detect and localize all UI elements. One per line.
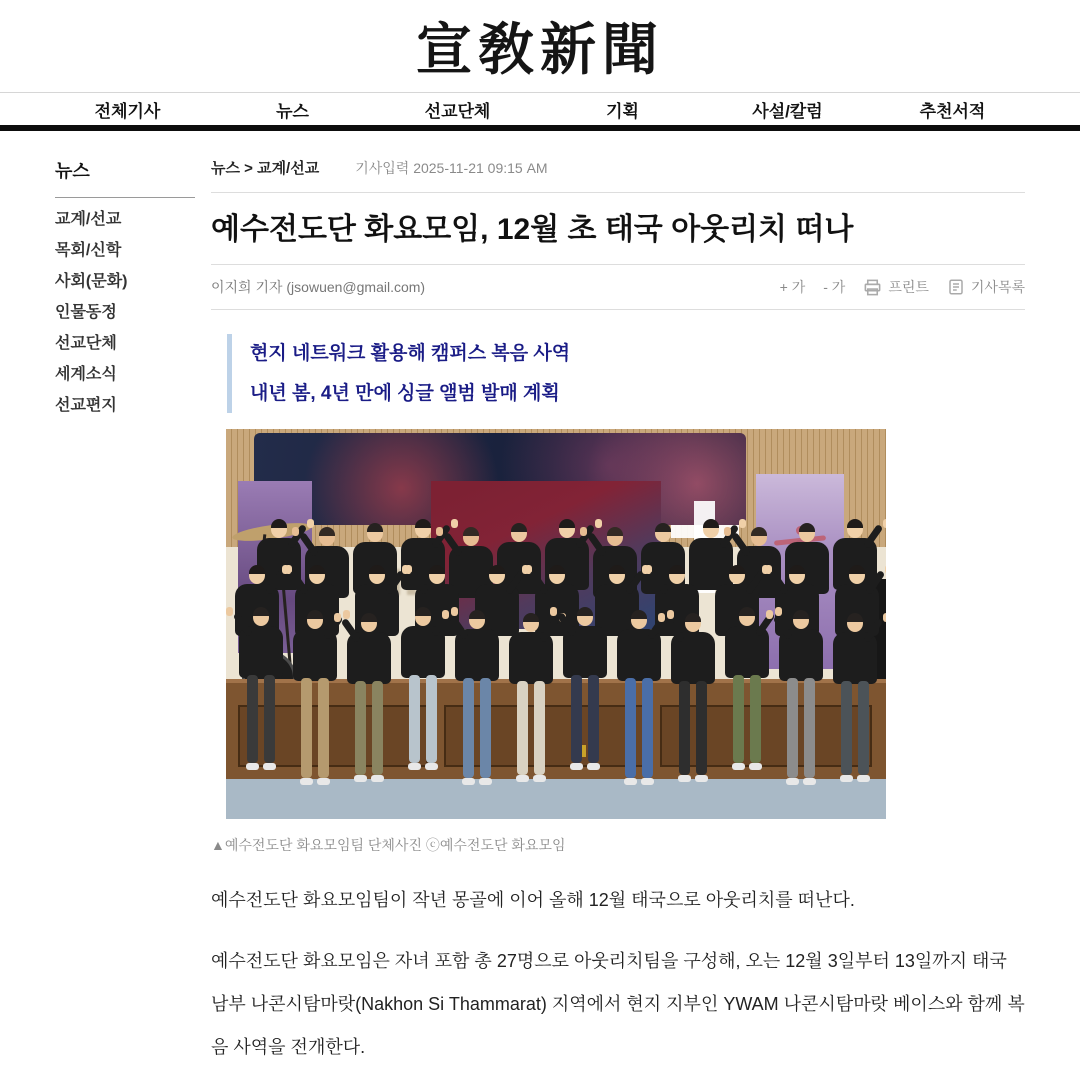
- photo-caption: ▲예수전도단 화요모임팀 단체사진 ⓒ예수전도단 화요모임: [211, 837, 566, 853]
- sidebar-item-people[interactable]: 인물동정: [55, 304, 117, 321]
- subhead-line: 내년 봄, 4년 만에 싱글 앨범 발매 계획: [250, 383, 560, 404]
- sidebar-item-world-news[interactable]: 세계소식: [55, 366, 117, 383]
- sidebar-title-news[interactable]: 뉴스: [55, 157, 195, 198]
- article-title: 예수전도단 화요모임, 12월 초 태국 아웃리치 떠나: [211, 213, 854, 246]
- article-toolbar: [780, 277, 1025, 297]
- site-logo[interactable]: 宣敎新聞: [416, 17, 664, 83]
- content-area: [0, 131, 1080, 1069]
- nav-item-editorial[interactable]: 사설/칼럼: [752, 101, 823, 121]
- nav-item-features[interactable]: 기획: [606, 101, 639, 121]
- paragraph: 예수전도단 화요모임은 자녀 포함 총 27명으로 아웃리치팀을 구성해, 오는 12월 3일부터 13일까지 태국 남부 나콘시탐마랏(Nakhon Si Thammarat) 지역에서 현지 지부인 YWAM 나콘시탐마랏 베이스와 함께 복음 사역을 전개한다.: [211, 951, 1025, 1057]
- article-list-button[interactable]: [947, 277, 1025, 297]
- sidebar: [55, 157, 195, 1069]
- font-size-down-button[interactable]: - 가: [823, 279, 846, 295]
- subhead-line: 현지 네트워크 활용해 캠퍼스 복음 사역: [250, 343, 571, 364]
- subhead-box: [227, 334, 1025, 413]
- sidebar-item-mission-orgs[interactable]: 선교단체: [55, 335, 117, 352]
- publish-date: 기사입력 2025-11-21 09:15 AM: [355, 159, 548, 176]
- article-list-label: 기사목록: [970, 279, 1025, 295]
- article: [211, 157, 1025, 1069]
- breadcrumb[interactable]: 뉴스 > 교계/선교: [211, 160, 320, 177]
- nav-item-mission-orgs[interactable]: 선교단체: [424, 101, 491, 121]
- author-byline: 이지희 기자 (jsowuen@gmail.com): [211, 279, 426, 295]
- author-row: [211, 265, 1025, 310]
- nav-item-all-articles[interactable]: 전체기사: [94, 101, 161, 121]
- printer-icon: [863, 278, 882, 297]
- article-photo: [226, 429, 886, 819]
- paragraph: 예수전도단 화요모임팀이 작년 몽골에 이어 올해 12월 태국으로 아웃리치를 떠난다.: [211, 890, 855, 910]
- print-button[interactable]: [863, 277, 929, 297]
- nav-item-news[interactable]: 뉴스: [276, 101, 309, 121]
- article-meta: [211, 157, 1025, 193]
- article-body: [211, 879, 1025, 1069]
- sidebar-item-ministry-theology[interactable]: 목회/신학: [55, 242, 122, 259]
- masthead: [0, 0, 1080, 93]
- font-size-up-button[interactable]: + 가: [779, 279, 806, 295]
- print-label: 프린트: [888, 279, 929, 295]
- nav-item-recommended-books[interactable]: 추천서적: [919, 101, 986, 121]
- sidebar-item-church-mission[interactable]: 교계/선교: [55, 211, 122, 228]
- main-nav: [0, 93, 1080, 131]
- carpet-floor: [226, 779, 886, 819]
- sidebar-item-society-culture[interactable]: 사회(문화): [55, 273, 128, 290]
- sidebar-item-mission-letters[interactable]: 선교편지: [55, 397, 117, 414]
- title-block: [211, 209, 1025, 265]
- article-list-icon: [947, 278, 965, 296]
